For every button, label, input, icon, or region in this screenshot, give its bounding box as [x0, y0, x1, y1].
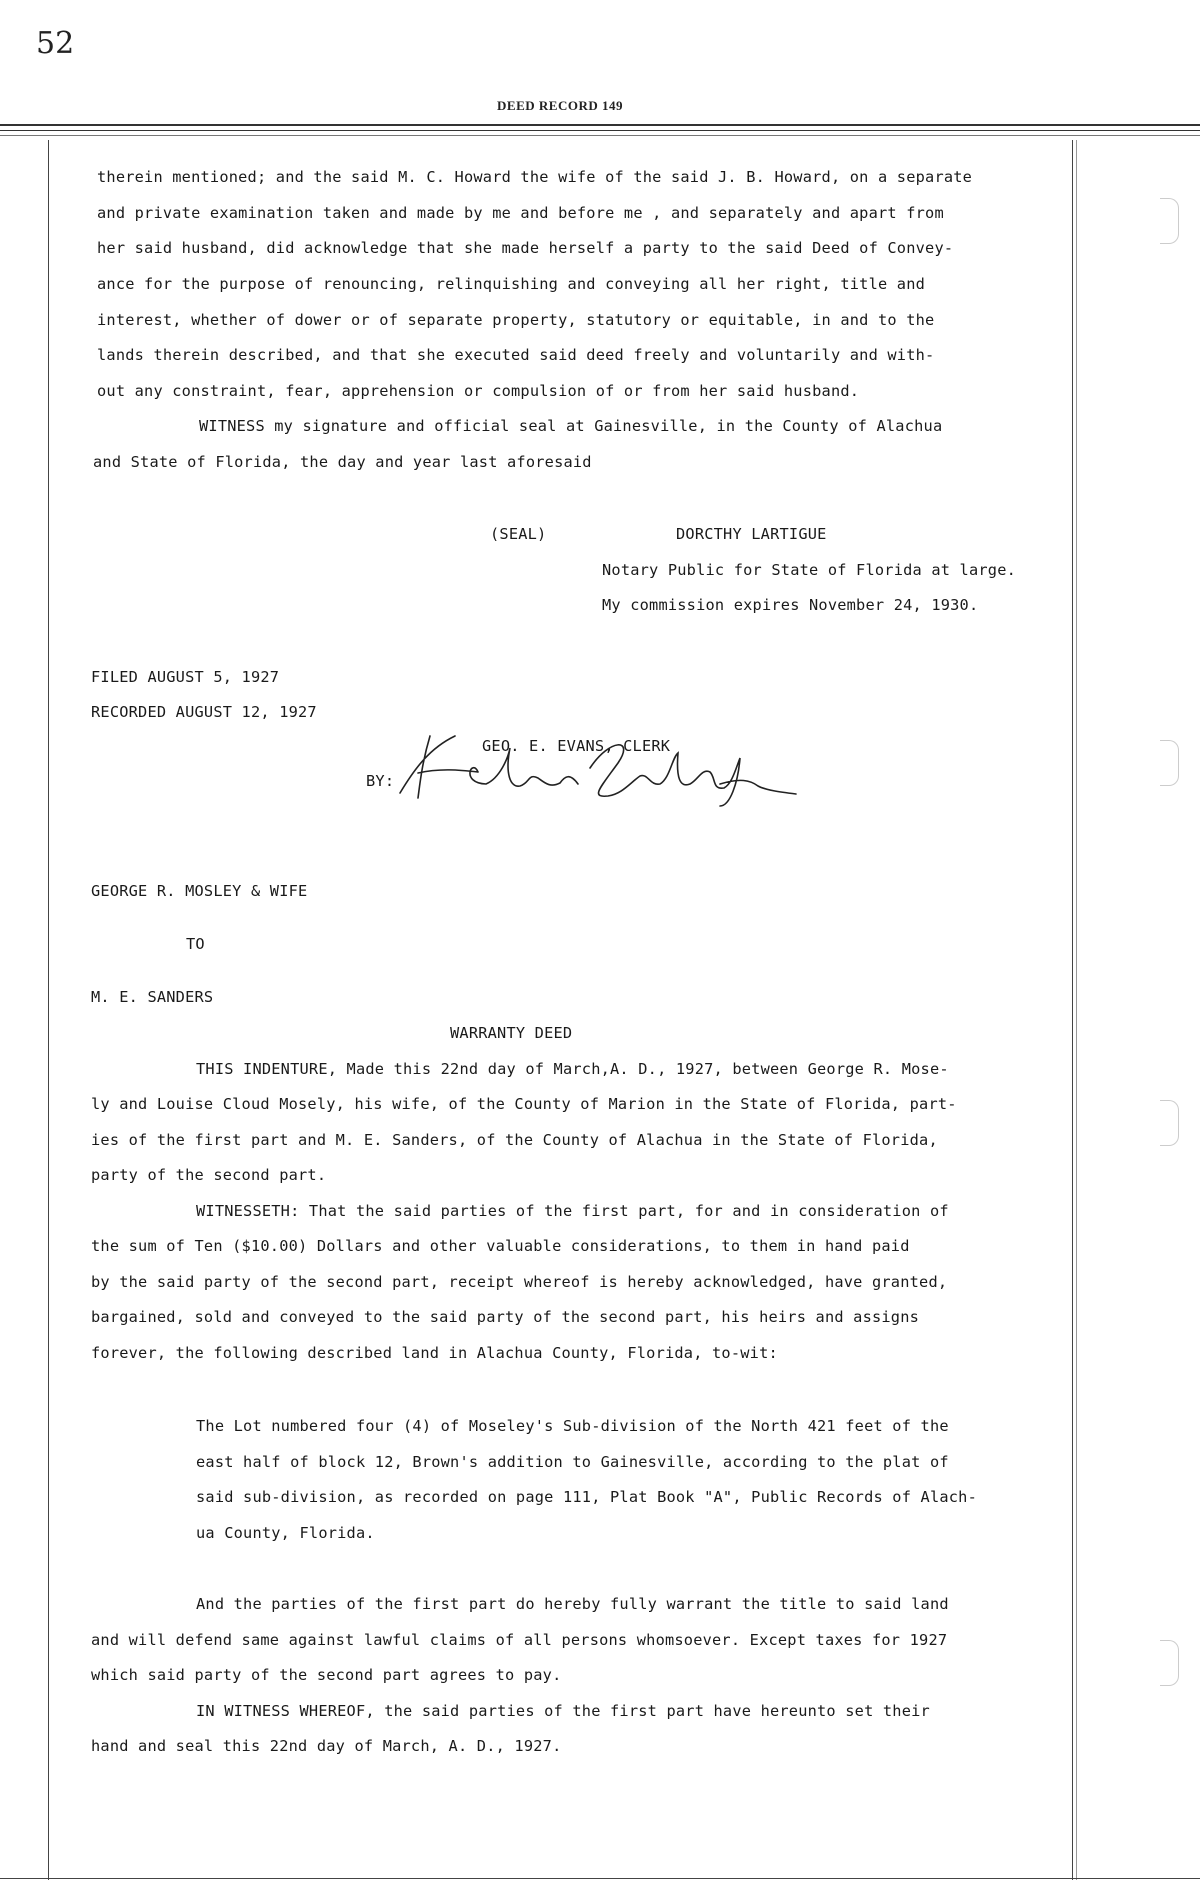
- text-line: WITNESSETH: That the said parties of the first part, for and in consideration of: [196, 1202, 949, 1220]
- text-line: hand and seal this 22nd day of March, A. D., 1927.: [91, 1737, 562, 1755]
- text-line: and private examination taken and made by me and before me , and separately and apart from: [97, 204, 944, 222]
- clerk-name: GEO. E. EVANS, CLERK: [482, 737, 671, 755]
- text-line: her said husband, did acknowledge that she made herself a party to the said Deed of Convey-: [97, 239, 954, 257]
- text-line: out any constraint, fear, apprehension or compulsion of or from her said husband.: [97, 382, 860, 400]
- right-margin-rule: [1072, 140, 1073, 1880]
- text-line: ly and Louise Cloud Mosely, his wife, of the County of Marion in the State of Florida, part-: [91, 1095, 957, 1113]
- land-description-line: said sub-division, as recorded on page 111, Plat Book "A", Public Records of Alach-: [196, 1488, 977, 1506]
- handwritten-signature: [360, 728, 800, 808]
- text-line: WITNESS my signature and official seal at Gainesville, in the County of Alachua: [199, 417, 943, 435]
- text-line: therein mentioned; and the said M. C. Howard the wife of the said J. B. Howard, on a separate: [97, 168, 973, 186]
- recorded-date: RECORDED AUGUST 12, 1927: [91, 703, 317, 721]
- header-rule: [0, 124, 1200, 126]
- text-line: lands therein described, and that she executed said deed freely and voluntarily and with-: [97, 346, 935, 364]
- header-rule: [0, 135, 1200, 136]
- text-line: forever, the following described land in Alachua County, Florida, to-wit:: [91, 1344, 778, 1362]
- binder-hole-mark: [1160, 1640, 1179, 1686]
- notary-name: DORCTHY LARTIGUE: [676, 525, 827, 543]
- text-line: interest, whether of dower or of separate property, statutory or equitable, in and to the: [97, 311, 935, 329]
- text-line: by the said party of the second part, receipt whereof is hereby acknowledged, have granted,: [91, 1273, 948, 1291]
- text-line: THIS INDENTURE, Made this 22nd day of March,A. D., 1927, between George R. Mose-: [196, 1060, 949, 1078]
- notary-title: Notary Public for State of Florida at large.: [602, 561, 1017, 579]
- header-rule: [0, 130, 1200, 131]
- to-label: TO: [186, 935, 205, 953]
- grantor-name: GEORGE R. MOSLEY & WIFE: [91, 882, 308, 900]
- grantee-name: M. E. SANDERS: [91, 988, 214, 1006]
- bottom-rule: [0, 1878, 1200, 1879]
- right-margin-rule: [1076, 140, 1077, 1880]
- left-margin-rule: [48, 140, 49, 1880]
- filed-date: FILED AUGUST 5, 1927: [91, 668, 280, 686]
- text-line: and State of Florida, the day and year last aforesaid: [93, 453, 592, 471]
- binder-hole-mark: [1160, 198, 1179, 244]
- text-line: ance for the purpose of renouncing, relinquishing and conveying all her right, title and: [97, 275, 926, 293]
- text-line: party of the second part.: [91, 1166, 327, 1184]
- text-line: IN WITNESS WHEREOF, the said parties of the first part have hereunto set their: [196, 1702, 930, 1720]
- binder-hole-mark: [1160, 1100, 1179, 1146]
- text-line: the sum of Ten ($10.00) Dollars and other valuable considerations, to them in hand paid: [91, 1237, 910, 1255]
- text-line: which said party of the second part agrees to pay.: [91, 1666, 562, 1684]
- land-description-line: The Lot numbered four (4) of Moseley's Sub-division of the North 421 feet of the: [196, 1417, 949, 1435]
- by-label: BY:: [366, 772, 395, 790]
- commission-expiry: My commission expires November 24, 1930.: [602, 596, 979, 614]
- deed-title: WARRANTY DEED: [450, 1024, 573, 1042]
- text-line: And the parties of the first part do hereby fully warrant the title to said land: [196, 1595, 949, 1613]
- binder-hole-mark: [1160, 740, 1179, 786]
- header-title: DEED RECORD 149: [497, 98, 623, 113]
- text-line: ies of the first part and M. E. Sanders, of the County of Alachua in the State of Florida,: [91, 1131, 938, 1149]
- text-line: bargained, sold and conveyed to the said party of the second part, his heirs and assigns: [91, 1308, 920, 1326]
- land-description-line: east half of block 12, Brown's addition to Gainesville, according to the plat of: [196, 1453, 949, 1471]
- text-line: and will defend same against lawful claims of all persons whomsoever. Except taxes for 1927: [91, 1631, 948, 1649]
- seal-label: (SEAL): [490, 525, 547, 543]
- page-number: 52: [36, 26, 75, 61]
- land-description-line: ua County, Florida.: [196, 1524, 375, 1542]
